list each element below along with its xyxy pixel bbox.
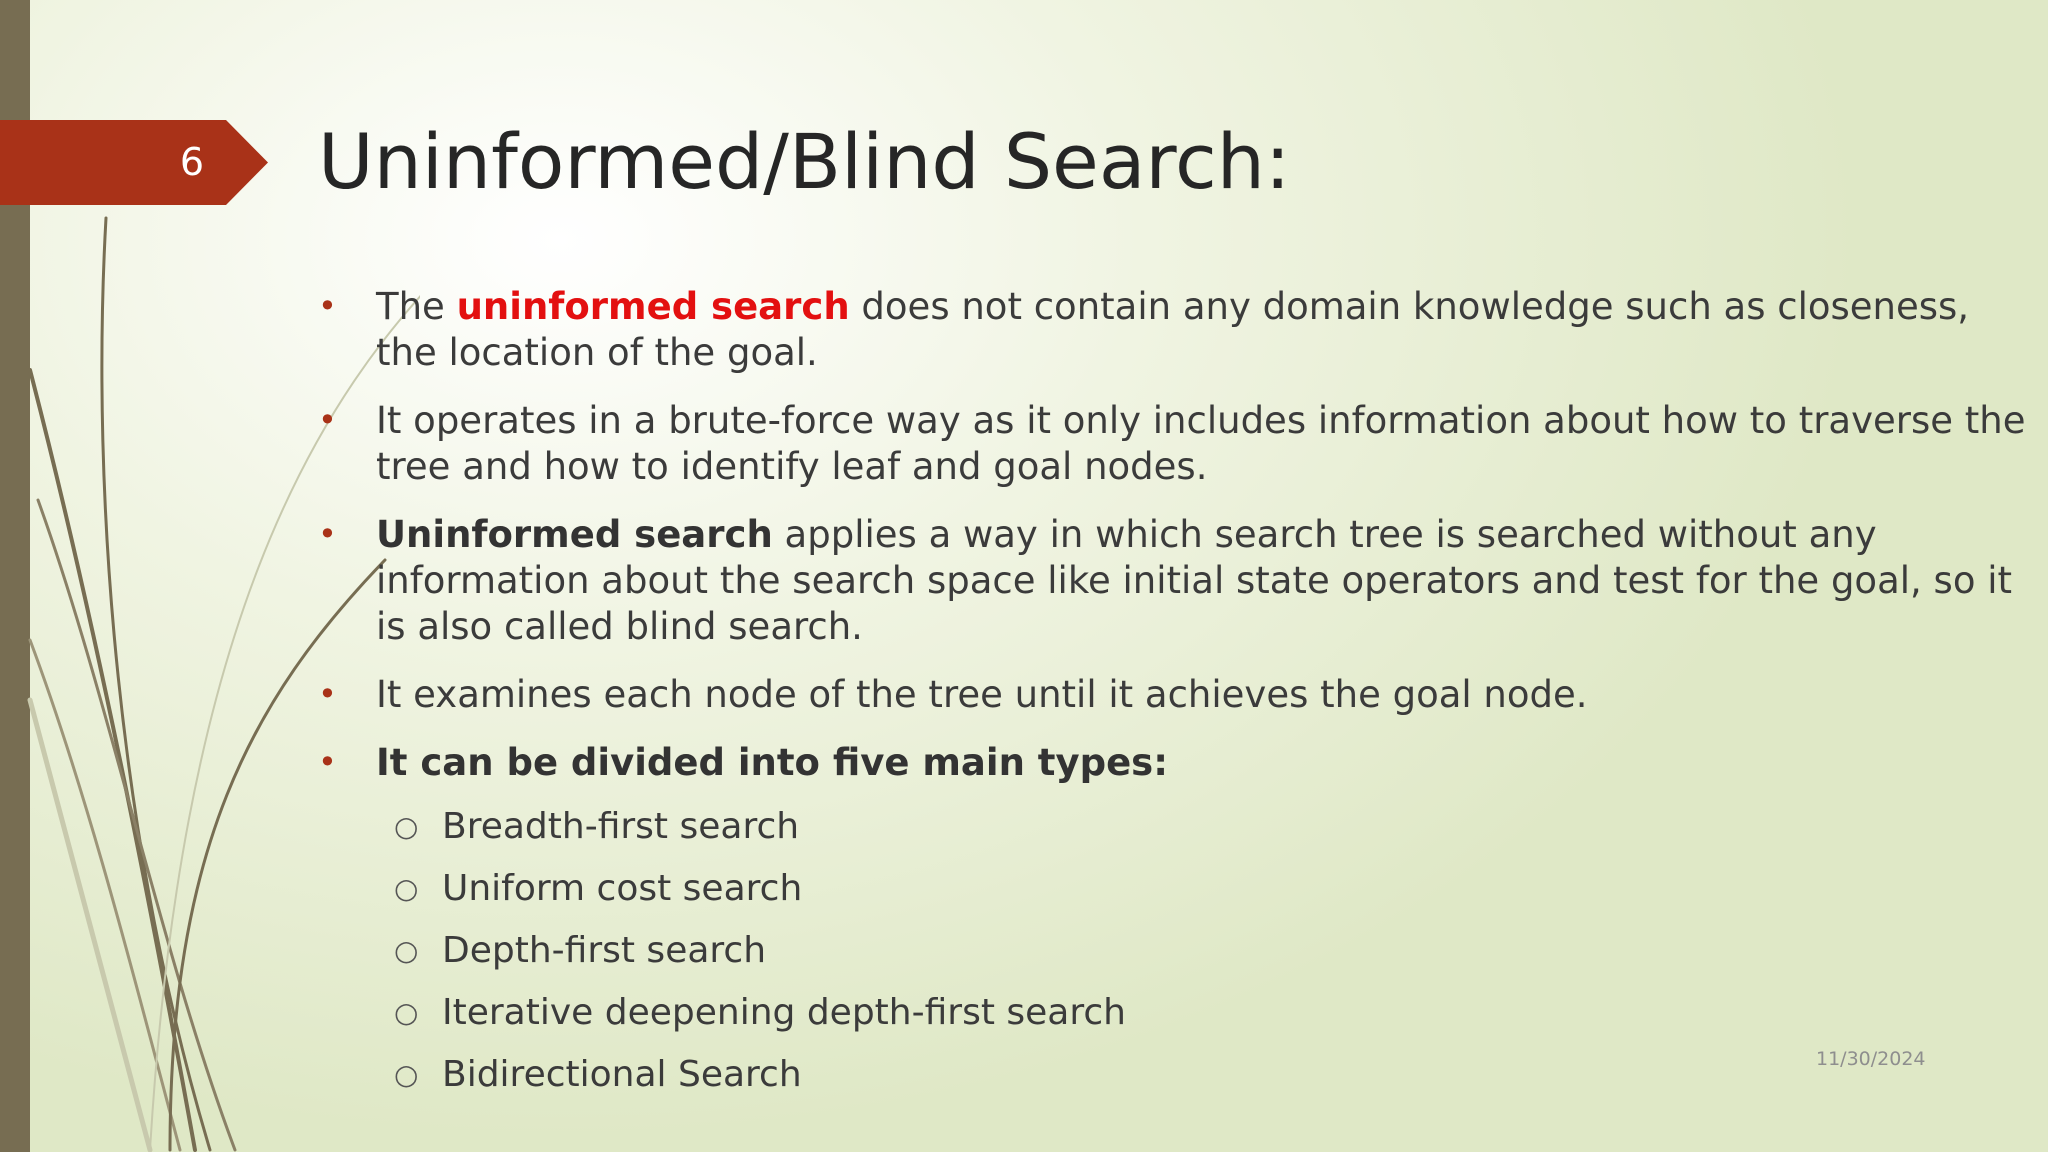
bullet-text: applies a way in which search tree is searched without any information about the search space like initial state operators and test for the goal, so it is also called blind search. xyxy=(376,513,2013,648)
bullet-emphasis: Uninformed search xyxy=(376,513,773,556)
search-type-label: Breadth-first search xyxy=(442,806,800,847)
search-type-item xyxy=(318,866,2038,912)
bullet-icon: • xyxy=(318,287,337,325)
bullet-item xyxy=(318,740,2038,786)
search-type-label: Iterative deepening depth-first search xyxy=(442,992,1126,1033)
search-type-label: Depth-first search xyxy=(442,930,767,971)
circle-bullet-icon: ○ xyxy=(394,934,419,967)
bullet-text: The xyxy=(376,285,457,328)
bullet-text: does not contain any domain knowledge such as closeness, the location of the goal. xyxy=(376,285,1970,374)
bullet-text: It can be divided into five main types: xyxy=(376,741,1168,784)
bullet-icon: • xyxy=(318,515,337,553)
bullet-item xyxy=(318,398,2038,490)
circle-bullet-icon: ○ xyxy=(394,872,419,905)
slide-title: Uninformed/Blind Search: xyxy=(318,117,1291,206)
search-type-item xyxy=(318,928,2038,974)
bullet-item xyxy=(318,672,2038,718)
circle-bullet-icon: ○ xyxy=(394,996,419,1029)
bullet-emphasis: uninformed search xyxy=(456,285,850,328)
circle-bullet-icon: ○ xyxy=(394,810,419,843)
search-type-item xyxy=(318,804,2038,850)
search-type-label: Uniform cost search xyxy=(442,868,803,909)
bullet-text: It examines each node of the tree until it achieves the goal node. xyxy=(376,673,1588,716)
slide-body xyxy=(318,284,2038,1114)
bullet-text: It operates in a brute-force way as it only includes information about how to traverse the tree and how to identify leaf and goal nodes. xyxy=(376,399,2026,488)
slide-date: 11/30/2024 xyxy=(1816,1048,1926,1070)
slide-number-tab xyxy=(0,120,268,205)
bullet-icon: • xyxy=(318,675,337,713)
search-type-item xyxy=(318,990,2038,1036)
search-type-label: Bidirectional Search xyxy=(442,1054,802,1095)
circle-bullet-icon: ○ xyxy=(394,1058,419,1091)
bullet-item xyxy=(318,512,2038,650)
bullet-item xyxy=(318,284,2038,376)
bullet-icon: • xyxy=(318,743,337,781)
slide-number: 6 xyxy=(179,140,205,184)
bullet-icon: • xyxy=(318,401,337,439)
search-type-item xyxy=(318,1052,2038,1098)
